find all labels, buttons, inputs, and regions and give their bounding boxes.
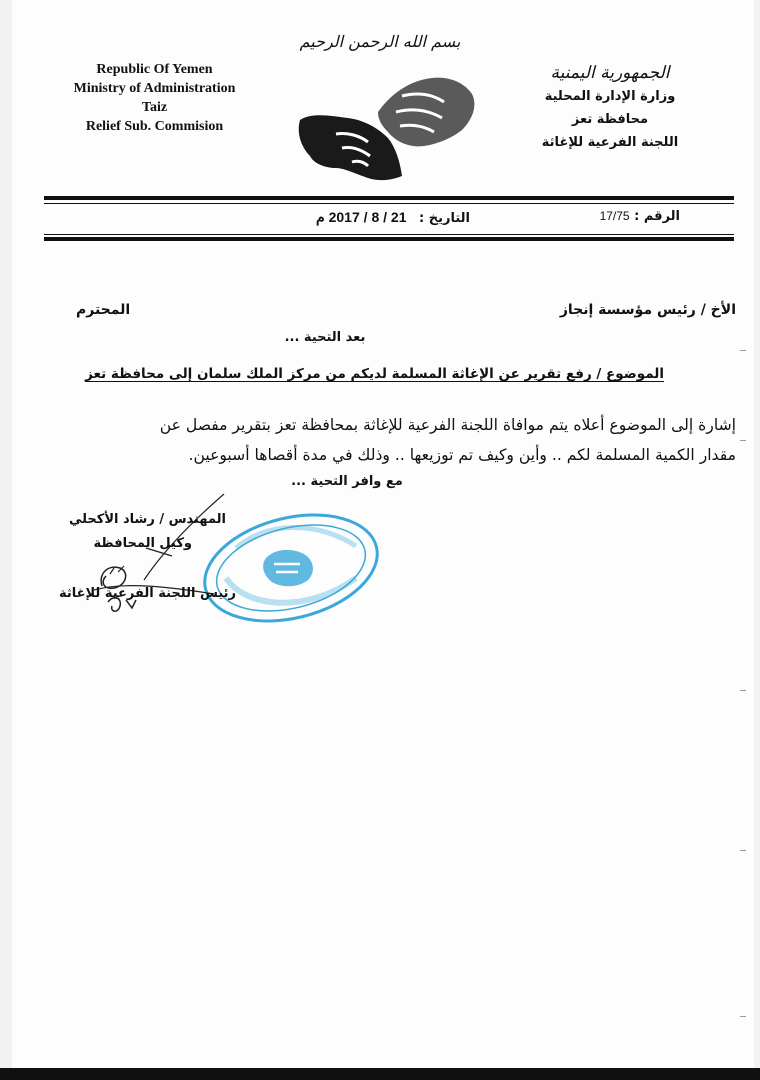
letterhead-ministry: Ministry of Administration bbox=[73, 81, 236, 96]
letter-subject: الموضوع / رفع تقرير عن الإغاثة المسلمة لديكم من مركز الملك سلمان إلى محافظة تعز bbox=[85, 366, 664, 382]
letterhead-city-arabic: محافظة تعز bbox=[571, 112, 649, 127]
margin-mark bbox=[740, 440, 746, 441]
letterhead-country-arabic: الجمهورية اليمنية bbox=[550, 63, 670, 83]
letter-honorific: المحترم bbox=[76, 302, 131, 318]
reference-date-value: 21 / 8 / 2017 م bbox=[316, 209, 407, 225]
letterhead-commission-arabic: اللجنة الفرعية للإغاثة bbox=[541, 135, 679, 150]
letter-body bbox=[46, 410, 736, 470]
letter-recipient: الأخ / رئيس مؤسسة إنجاز bbox=[559, 302, 736, 318]
reference-number bbox=[600, 209, 680, 224]
reference-number-value: 17/75 bbox=[599, 209, 630, 223]
letterhead-country: Republic Of Yemen bbox=[96, 62, 213, 77]
reference-row bbox=[60, 207, 680, 229]
reference-number-label: الرقم : bbox=[634, 209, 680, 224]
letter-body-line: إشارة إلى الموضوع أعلاه يتم موافاة اللجنة الفرعية للإغاثة بمحافظة تعز بتقرير مفصل عن bbox=[159, 416, 736, 434]
english-letterhead bbox=[52, 60, 257, 136]
signatory-title: وكيل المحافظة bbox=[93, 536, 192, 551]
letter-greeting: بعد التحية ... bbox=[284, 330, 366, 345]
margin-mark bbox=[740, 690, 746, 691]
signatory-position: رئيس اللجنة الفرعية للإغاثة bbox=[59, 586, 236, 601]
letterhead-commission: Relief Sub. Commision bbox=[85, 119, 224, 134]
signatory-name: المهندس / رشاد الأكحلي bbox=[68, 512, 226, 527]
reference-divider-thin bbox=[44, 234, 734, 235]
reference-divider bbox=[44, 237, 734, 241]
margin-mark bbox=[740, 850, 746, 851]
letterhead-ministry-arabic: وزارة الإدارة المحلية bbox=[544, 89, 676, 104]
letter-body-line: مقدار الكمية المسلمة لكم .. وأين وكيف تم توزيعها .. وذلك في مدة أقصاها أسبوعين. bbox=[188, 446, 736, 464]
header-divider bbox=[44, 196, 734, 200]
arabic-letterhead bbox=[510, 62, 710, 154]
margin-mark bbox=[740, 350, 746, 351]
reference-date bbox=[316, 209, 470, 226]
basmala-calligraphy: بسم الله الرحمن الرحيم bbox=[299, 32, 461, 51]
letter-closing: مع وافر التحية ... bbox=[291, 474, 403, 489]
header-divider-thin bbox=[44, 203, 734, 204]
yemen-map-hands-logo bbox=[292, 72, 482, 187]
margin-mark bbox=[740, 1016, 746, 1017]
screen-bottom-bar bbox=[0, 1068, 760, 1080]
letterhead-city: Taiz bbox=[141, 100, 168, 115]
reference-date-label: التاريخ : bbox=[419, 211, 470, 226]
